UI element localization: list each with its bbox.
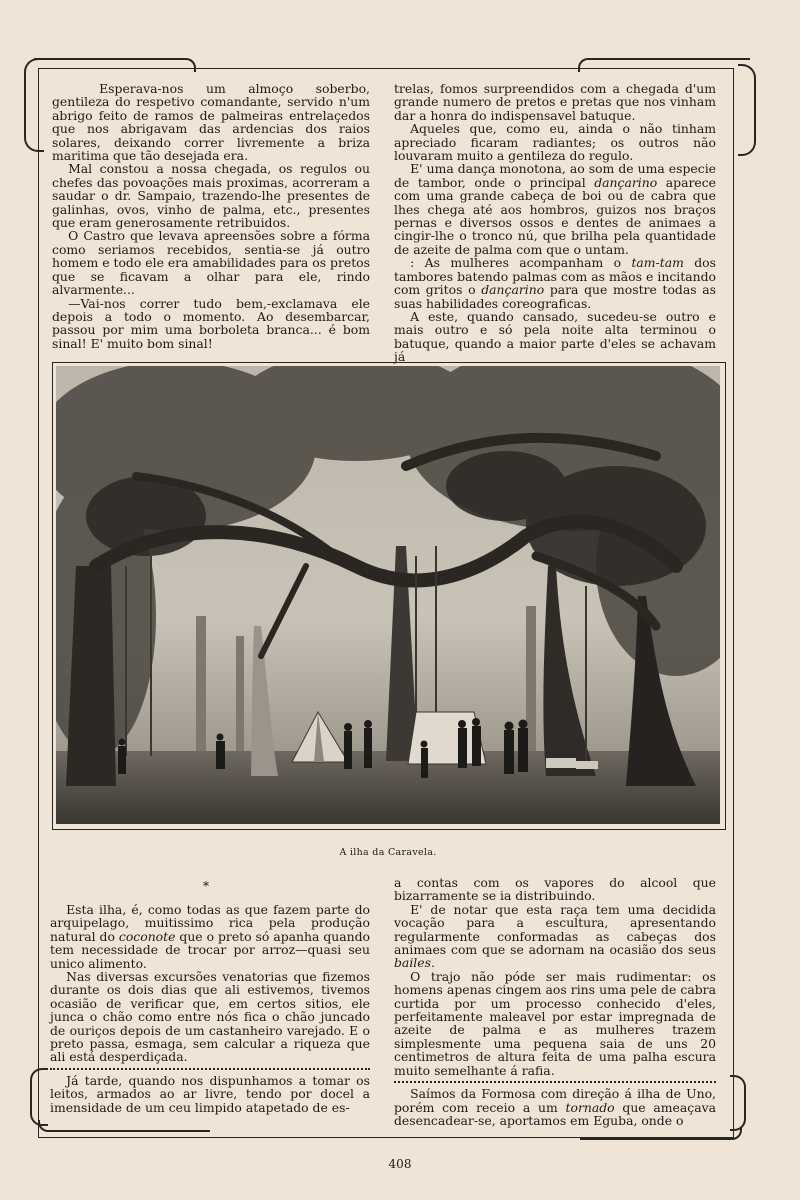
page-number: 408 [388, 1157, 412, 1171]
paragraph: Saímos da Formosa com direção á ilha de Uno, porém com receio a um tornado que ameaçava desencadear-se, aportamos em Eguba, onde o [394, 1086, 716, 1128]
paragraph: —Vai-nos correr tudo bem,-exclamava ele depois a todo o momento. Ao desembarcar, passou por mim uma borboleta branca... é bom sinal! E' muito bom sinal! [52, 295, 370, 351]
paragraph: Esta ilha, é, como todas as que fazem parte do arquipelago, muitissimo rica pela produção natural do coconote que o preto só apanha quando tem necessidade de trocar por arroz—quasi seu unico alimento. [50, 902, 370, 971]
paragraph: E' uma dança monotona, ao som de uma especie de tambor, onde o principal dançarino aparece com uma grande cabeça de boi ou de cabra que lhes chega até aos hombros, guizos nos braços pernas e diversos ossos e dentes de animaes a cingir-lhe o tronco nú, que brilha pela quantidade de azeite de palma com que o untam. [394, 161, 716, 257]
paragraph: O trajo não póde ser mais rudimentar: os homens apenas cingem aos rins uma pele de cabra curtida por um processo conhecido d'eles, perfeitamente maleavel por estar impregnada de azeite de palma e as mulheres trazem simplesmente uma pequena saia de uns 20 centimetros de altura feita de uma palha escura muito semelhante á rafia. [394, 968, 716, 1078]
text-column-bottom-left [50, 903, 370, 1114]
ornament-top-right [738, 64, 756, 156]
paragraph: O Castro que levava apreensões sobre a fórma como seriamos recebidos, sentia-se já outro homem e todo ele era amabilidades para os pretos que se ficavam a olhar para ele, rindo alvarmente... [52, 228, 370, 298]
ornament-top-left [24, 58, 44, 152]
paragraph: A este, quando cansado, sucedeu-se outro e mais outro e só pela noite alta terminou o batuque, quando a maior parte d'eles se achavam já [394, 308, 716, 365]
paragraph: Nas diversas excursões venatorias que fizemos durante os dois dias que ali estivemos, tivemos ocasião de verificar que, em certos sitios, ele junca o chão como entre nós fica o chão juncado de ouriços depois de um castanheiro varejado. E o preto passa, esmaga, sem calcular a riqueza que ali está desperdiçada. [50, 969, 370, 1065]
paragraph: a contas com os vapores do alcool que bizarramente se ia distribuindo. [394, 875, 716, 904]
ornament-top-right-scroll [578, 58, 750, 72]
section-separator: * [203, 879, 209, 893]
ornament-bottom-left [30, 1068, 48, 1126]
text-column-top-right [394, 82, 716, 364]
paragraph: trelas, fomos surpreendidos com a chegada d'um grande numero de pretos e pretas que nos vinham dar a honra do indispensavel batuque. [394, 81, 716, 123]
paragraph: Mal constou a nossa chegada, os regulos ou chefes das povoações mais proximas, acorreram a saudar o dr. Sampaio, trazendo-lhe presentes de galinhas, ovos, vinho de palma, etc., presentes que eram generosamente retribuidos. [52, 161, 370, 231]
paragraph: Já tarde, quando nos dispunhamos a tomar os leitos, armados ao ar livre, tendo por docel a imensidade de um ceu limpido atapetado de es- [50, 1072, 370, 1115]
ornament-bottom-right [730, 1075, 746, 1131]
text-column-top-left [52, 82, 370, 350]
ornament-bottom-left-scroll [38, 1120, 210, 1132]
photo-caption: A ilha da Caravela. [339, 847, 437, 858]
photo-scene [56, 366, 720, 824]
paragraph: E' de notar que esta raça tem uma decidida vocação para a escultura, apresentando regularmente conformadas as cabeças dos animaes com que se adornam na ocasião dos seus bailes. [394, 901, 716, 971]
photograph [56, 366, 720, 824]
paragraph: Aqueles que, como eu, ainda o não tinham apreciado ficaram radiantes; os outros não louvaram muito a gentileza do regulo. [394, 121, 716, 164]
dotted-divider [50, 1068, 370, 1070]
paragraph: : As mulheres acompanham o tam-tam dos tambores batendo palmas com as mãos e incitando com gritos o dançarino para que mostre todas as suas habilidades coreograficas. [394, 255, 716, 311]
paragraph: Esperava-nos um almoço soberbo, gentileza do respetivo comandante, servido n'um abrigo feito de ramos de palmeiras entrelaçedos que nos abrigavam das ardencias dos raios solares, deixando correr livremente a briza maritima que tão desejada era. [52, 81, 370, 164]
ornament-top-left-scroll [34, 58, 196, 72]
ornament-bottom-right-scroll [580, 1128, 742, 1140]
text-column-bottom-right [394, 876, 716, 1127]
dotted-divider [394, 1081, 716, 1083]
